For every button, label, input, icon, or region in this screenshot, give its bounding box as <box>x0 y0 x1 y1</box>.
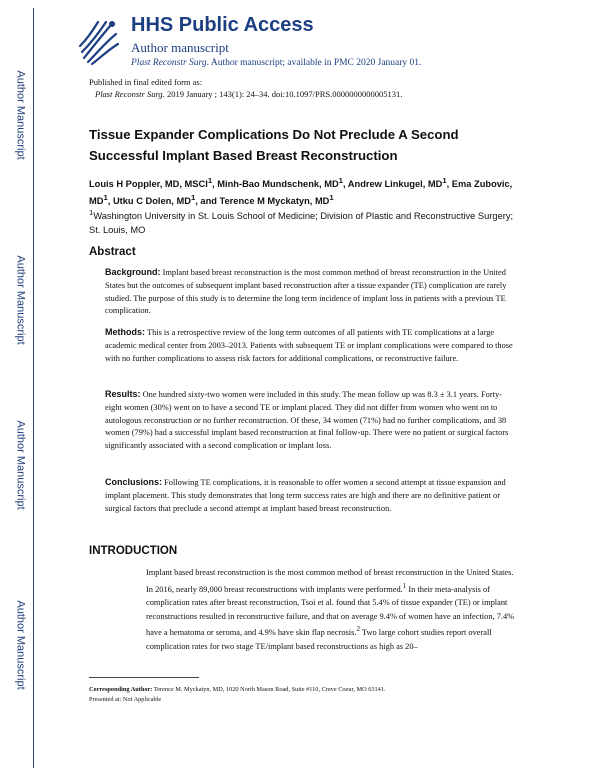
introduction-body: Implant based breast reconstruction is the most common method of breast reconstruction in the United States. In 2016, nearly 89,000 breast reconstructions with implants were performed.$^1$ In their meta-analysis of complication rates after breast reconstruction, Tsoi et al. found that 5.4% of tissue expander (TE) or implant reconstructions resulted in reconstructive failure, and that on average 9.4% of women have an infection, 7.4% have a hematoma or seroma, and 4.9% have skin flap necrosis.$^2$ Two large cohort studies report overall complication rates for two stage TE/implant based reconstructions as high as 20– <box>146 568 515 651</box>
hhs-eagle-logo-icon <box>76 14 124 66</box>
presented-at: Presented at: Not Applicable <box>89 696 162 703</box>
abstract-results: Results: One hundred sixty-two women were included in this study. The mean follow up was 8.3 ± 3.1 years. Forty-eight women (30%) went on to have a second TE or implant placed. They did not differ from women who went on to autologous reconstruction or no further reconstruction. Of these, 34 women (71%) had no further complications, and 38 women (79%) had a successful implant based reconstruction at final follow-up. There were no patient or surgical factors significantly associated with a second complication or implant loss. <box>105 389 509 451</box>
hhs-public-access-title: HHS Public Access <box>131 14 314 36</box>
author-list: Louis H Poppler, MD, MSCI$^1$, Minh-Bao Mundschenk, $MD^1$, Andrew Linkugel, $MD^1$, Ema Zubovic, $MD^1$, Utku C Dolen, $MD^1$, and Terence M Myckatyn, $MD^1$ <box>89 176 513 207</box>
abstract-conclusions: Conclusions: Following TE complications, it is reasonable to offer women a second attempt at tissue expansion and implant placement. This study demonstrates that long term success rates are high and there are no definitive patient or surgical factors that preclude a second attempt at implant based breast reconstruction. <box>105 477 506 513</box>
author-manuscript-label: Author manuscript <box>131 40 229 55</box>
introduction-heading: INTRODUCTION <box>89 545 178 557</box>
citation-line: Plast Reconstr Surg. 2019 January ; 143(1): 24–34. doi:10.1097/PRS.0000000000005131. <box>95 89 403 99</box>
corresponding-author: Corresponding Author: Terence M. Myckatyn, MD, 1020 North Mason Road, Suite #110, Creve Coeur, MO 63141. <box>89 686 386 693</box>
sidebar-label: Author Manuscript <box>15 420 28 510</box>
sidebar-label: Author Manuscript <box>15 255 28 345</box>
abstract-background: Background: Implant based breast reconstruction is the most common method of breast reconstruction in the United States but the outcomes of subsequent implant based reconstruction after a tissue expander (TE) complication are rarely studied. The purpose of this study is to determine the long term incidence of implant loss in patients with a previous TE complication. <box>105 267 507 316</box>
article-title: Tissue Expander Complications Do Not Preclude A Second Successful Implant Based Breast Reconstruction <box>89 127 459 163</box>
sidebar-label: Author Manuscript <box>15 70 28 160</box>
published-label: Published in final edited form as: <box>89 77 203 87</box>
sidebar-divider <box>33 8 34 768</box>
journal-availability: Plast Reconstr Surg. Author manuscript; available in PMC 2020 January 01. <box>131 58 422 68</box>
sidebar-label: Author Manuscript <box>15 600 28 690</box>
affiliation: $^1$Washington University in St. Louis School of Medicine; Division of Plastic and Reconstructive Surgery; St. Louis, MO <box>89 208 514 236</box>
abstract-methods: Methods: This is a retrospective review of the long term outcomes of all patients with TE complications at a large academic medical center from 2003–2013. Patients with subsequent TE or implant complications were compared to those with no further complications to assess risk factors for additional complications, or reconstructive failure. <box>105 327 513 363</box>
footnote-rule <box>89 677 199 678</box>
abstract-heading: Abstract <box>89 246 136 258</box>
